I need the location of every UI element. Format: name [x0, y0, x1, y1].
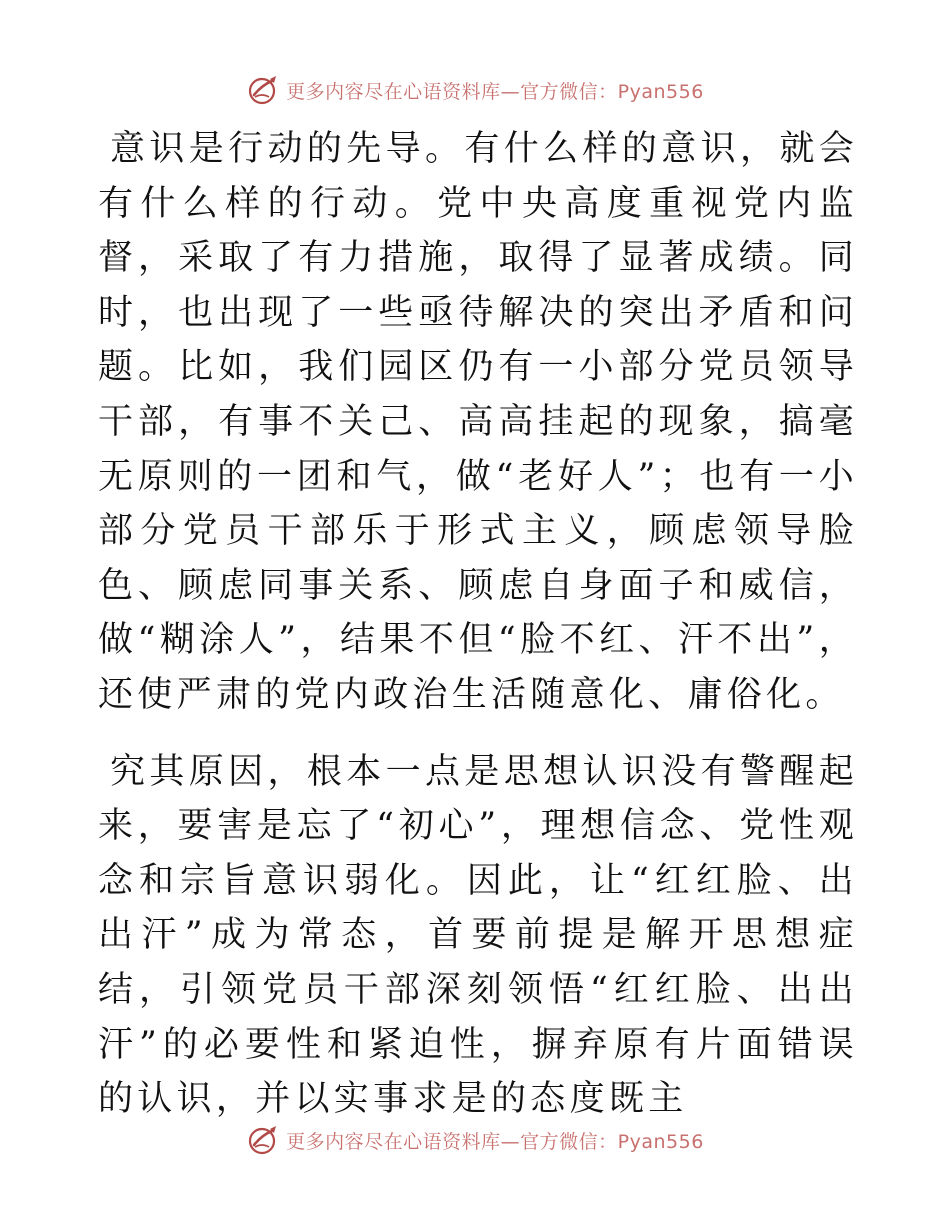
document-body — [98, 122, 858, 1127]
watermark-text: 更多内容尽在心语资料库—官方微信：Pyan556 — [286, 1130, 704, 1153]
book-pen-logo-icon — [246, 1123, 280, 1157]
book-pen-logo-icon — [246, 73, 280, 107]
paragraph-2: 究其原因，根本一点是思想认识没有警醒起来，要害是忘了“初心”，理想信念、党性观念和宗旨意识弱化。因此，让“红红脸、出出汗”成为常态，首要前提是解开思想症结，引领党员干部深刻领悟“红红脸、出出汗”的必要性和紧迫性，摒弃原有片面错误的认识，并以实事求是的态度既主 — [98, 751, 858, 1120]
footer-watermark — [0, 1120, 950, 1160]
header-watermark — [0, 70, 950, 110]
watermark-text: 更多内容尽在心语资料库—官方微信：Pyan556 — [286, 80, 704, 103]
paragraph-1: 意识是行动的先导。有什么样的意识，就会有什么样的行动。党中央高度重视党内监督，采取了有力措施，取得了显著成绩。同时，也出现了一些亟待解决的突出矛盾和问题。比如，我们园区仍有一小部分党员领导干部，有事不关己、高高挂起的现象，搞毫无原则的一团和气，做“老好人”；也有一小部分党员干部乐于形式主义，顾虑领导脸色、顾虑同事关系、顾虑自身面子和威信，做“糊涂人”，结果不但“脸不红、汗不出”，还使严肃的党内政治生活随意化、庸俗化。 — [98, 129, 858, 715]
